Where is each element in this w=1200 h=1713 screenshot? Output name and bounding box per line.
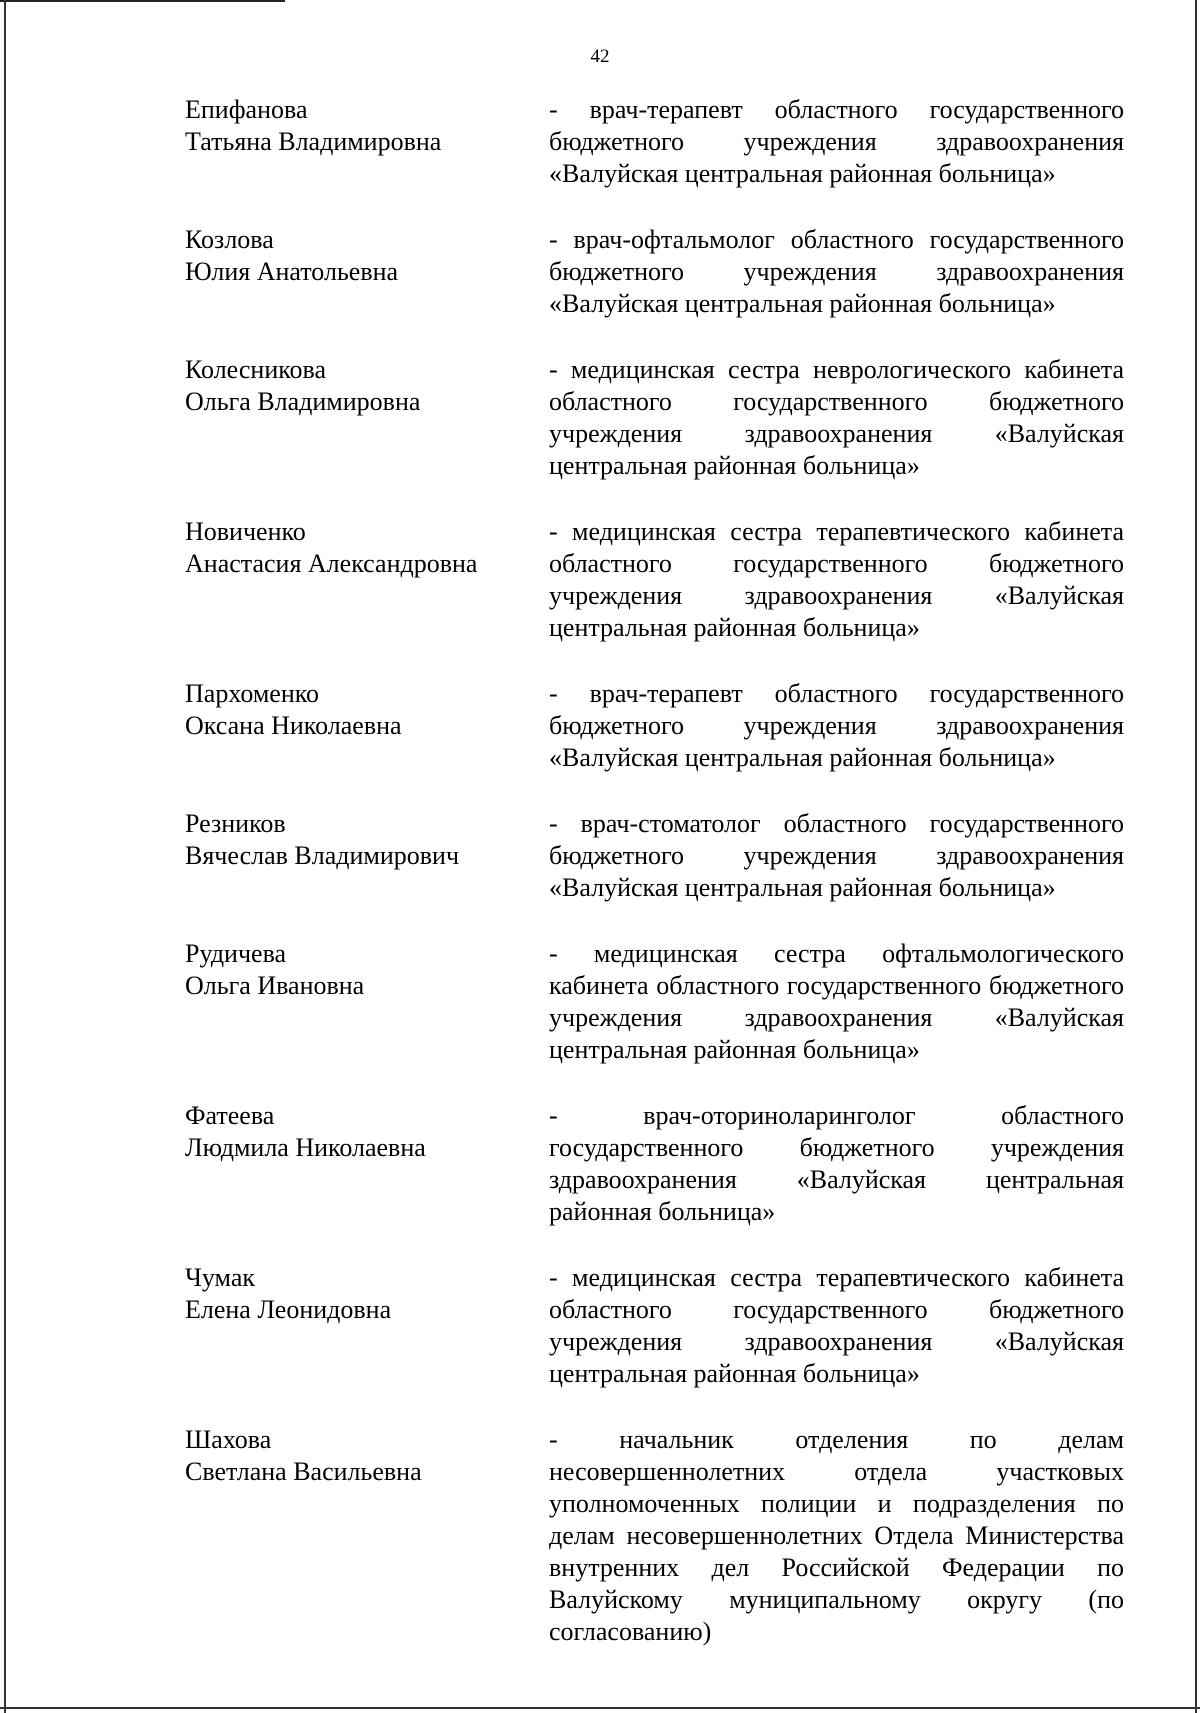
member-surname: Чумак [185,1263,256,1292]
member-role: - медицинская сестра неврологического кабинета областного государственного бюджетного учреждения здравоохранения «Валуйская центральная районная больница» [549,355,1124,480]
member-entry [0,516,1200,644]
member-role: - медицинская сестра офтальмологического кабинета областного государственного бюджетного учреждения здравоохранения «Валуйская центральная районная больница» [549,939,1124,1064]
member-given-names: Вячеслав Владимирович [185,841,460,870]
member-name [185,1100,525,1164]
member-given-names: Светлана Васильевна [185,1457,422,1486]
member-entry [0,1262,1200,1390]
member-role: - начальник отделения по делам несовершеннолетних отдела участковых уполномоченных полиции и подразделения по делам несовершеннолетних Отдела Министерства внутренних дел Российской Федерации по Валуйскому муниципальному округу (по согласованию) [549,1425,1124,1646]
member-given-names: Ольга Ивановна [185,971,365,1000]
member-given-names: Елена Леонидовна [185,1295,392,1324]
member-given-names: Анастасия Александровна [185,549,478,578]
member-surname: Колесникова [185,355,327,384]
member-role: - медицинская сестра терапевтического кабинета областного государственного бюджетного учреждения здравоохранения «Валуйская центральная районная больница» [549,1263,1124,1388]
member-role: - врач-стоматолог областного государственного бюджетного учреждения здравоохранения «Валуйская центральная районная больница» [549,809,1124,902]
scan-edge-bottom [0,1707,1200,1709]
member-name [185,1424,525,1488]
member-name [185,516,525,580]
member-name [185,354,525,418]
member-given-names: Людмила Николаевна [185,1133,426,1162]
member-surname: Новиченко [185,517,306,546]
member-surname: Резников [185,809,286,838]
member-entry [0,94,1200,190]
member-entry [0,1100,1200,1228]
member-name [185,938,525,1002]
member-role: - врач-оториноларинголог областного государственного бюджетного учреждения здравоохранения «Валуйская центральная районная больница» [549,1101,1124,1226]
member-entry [0,224,1200,320]
member-given-names: Оксана Николаевна [185,711,402,740]
scan-edge-top [0,0,285,2]
member-list [0,94,1200,1682]
member-given-names: Ольга Владимировна [185,387,421,416]
member-surname: Козлова [185,225,274,254]
member-entry [0,1424,1200,1648]
member-role: - врач-терапевт областного государственного бюджетного учреждения здравоохранения «Валуйская центральная районная больница» [549,95,1124,188]
member-surname: Пархоменко [185,679,320,708]
member-name [185,94,525,158]
member-entry [0,678,1200,774]
member-name [185,224,525,288]
member-role: - врач-офтальмолог областного государственного бюджетного учреждения здравоохранения «Валуйская центральная районная больница» [549,225,1124,318]
member-name [185,678,525,742]
member-entry [0,354,1200,482]
page-number: 42 [590,46,610,67]
member-entry [0,808,1200,904]
member-entry [0,938,1200,1066]
member-surname: Фатеева [185,1101,275,1130]
member-surname: Рудичева [185,939,287,968]
member-role: - медицинская сестра терапевтического кабинета областного государственного бюджетного учреждения здравоохранения «Валуйская центральная районная больница» [549,517,1124,642]
member-given-names: Татьяна Владимировна [185,127,442,156]
member-name [185,1262,525,1326]
member-role: - врач-терапевт областного государственного бюджетного учреждения здравоохранения «Валуйская центральная районная больница» [549,679,1124,772]
member-name [185,808,525,872]
member-surname: Шахова [185,1425,272,1454]
member-surname: Епифанова [185,95,308,124]
member-given-names: Юлия Анатольевна [185,257,399,286]
